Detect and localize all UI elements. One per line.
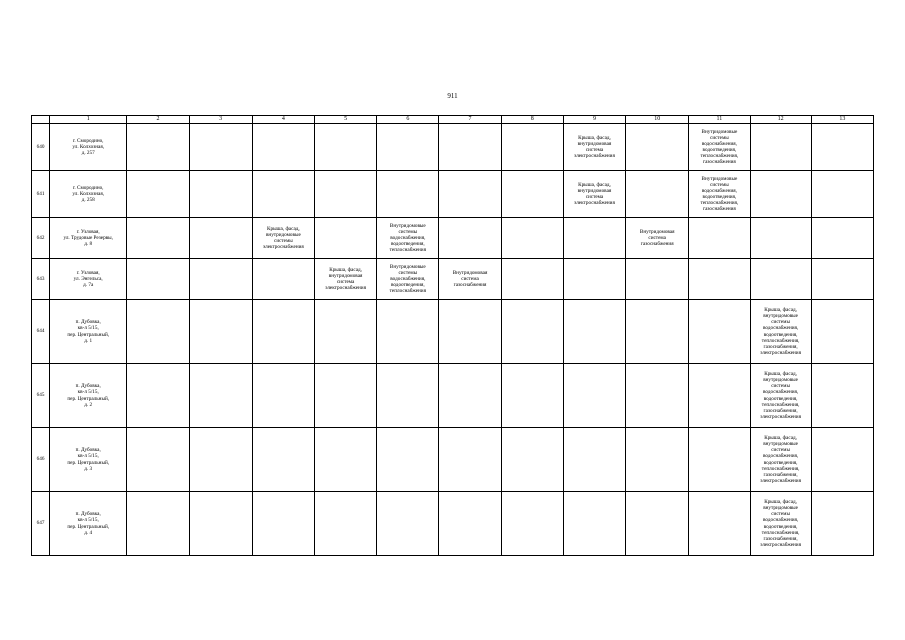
cell-line: теплоснабжения, bbox=[761, 401, 800, 408]
cell-line: д. 2 bbox=[84, 401, 93, 408]
cell-line: кв-л 5/15, bbox=[77, 517, 99, 524]
work-cell-col-7 bbox=[439, 171, 501, 218]
work-cell-col-12 bbox=[750, 300, 811, 364]
cell-line: п. Дубовка, bbox=[75, 383, 101, 390]
cell-line: ул. Трудовые Резервы, bbox=[63, 234, 113, 241]
work-cell-col-11 bbox=[689, 259, 750, 300]
cell-line: система bbox=[585, 194, 604, 200]
work-cell-col-7 bbox=[439, 364, 501, 428]
work-cell-col-8 bbox=[501, 492, 563, 556]
work-cell-col-9 bbox=[563, 259, 625, 300]
table-body bbox=[32, 116, 874, 556]
work-cell-col-4 bbox=[252, 364, 314, 428]
work-cell-col-2 bbox=[127, 171, 189, 218]
work-cell-col-2 bbox=[127, 428, 189, 492]
header-cell: 11 bbox=[689, 116, 750, 124]
cell-line: пер. Центральный, bbox=[67, 523, 110, 530]
header-cell: 3 bbox=[189, 116, 252, 124]
address-cell bbox=[50, 364, 127, 428]
work-cell-col-11 bbox=[689, 171, 750, 218]
row-number: 647 bbox=[32, 492, 50, 556]
cell-line: внутридомовая bbox=[577, 140, 612, 147]
cell-line: теплоснабжения bbox=[389, 288, 426, 295]
cell-line: системы bbox=[771, 383, 790, 390]
work-cell-col-13 bbox=[811, 259, 873, 300]
table-row bbox=[32, 171, 874, 218]
work-cell-col-8 bbox=[501, 364, 563, 428]
table-row bbox=[32, 364, 874, 428]
work-cell-col-3 bbox=[189, 259, 252, 300]
table-row bbox=[32, 300, 874, 364]
cell-line: водоотведения, bbox=[763, 395, 798, 402]
work-cell-col-4 bbox=[252, 124, 314, 171]
work-cell-col-7 bbox=[439, 218, 501, 259]
cell-line: водоотведения, bbox=[702, 147, 737, 153]
header-cell-num bbox=[32, 116, 50, 124]
row-number: 643 bbox=[32, 259, 50, 300]
cell-line: теплоснабжения, bbox=[761, 529, 800, 536]
work-cell-col-13 bbox=[811, 300, 873, 364]
work-cell-col-5 bbox=[314, 259, 376, 300]
work-cell-col-13 bbox=[811, 124, 873, 171]
cell-line: пер. Центральный, bbox=[67, 459, 110, 466]
work-cell-col-2 bbox=[127, 364, 189, 428]
work-cell-col-6 bbox=[377, 171, 439, 218]
address-cell bbox=[50, 171, 127, 218]
cell-line: д. 4 bbox=[84, 529, 93, 536]
cell-line: водоотведения, bbox=[390, 241, 425, 248]
cell-line: электроснабжения bbox=[574, 200, 615, 207]
cell-line: кв-л 5/15, bbox=[77, 389, 99, 396]
work-cell-col-9 bbox=[563, 428, 625, 492]
header-cell: 8 bbox=[501, 116, 563, 124]
cell-line: системы bbox=[771, 447, 790, 454]
cell-line: кв-л 5/15, bbox=[77, 453, 99, 460]
work-cell-col-5 bbox=[314, 428, 376, 492]
work-cell-col-5 bbox=[314, 124, 376, 171]
work-cell-col-10 bbox=[626, 300, 689, 364]
row-number: 645 bbox=[32, 364, 50, 428]
work-cell-col-8 bbox=[501, 259, 563, 300]
work-cell-col-2 bbox=[127, 124, 189, 171]
cell-line: Внутридомовые bbox=[701, 175, 738, 182]
cell-line: газоснабжения bbox=[702, 206, 736, 213]
cell-line: системы bbox=[771, 319, 790, 326]
cell-line: г. Смородино, bbox=[72, 184, 104, 191]
cell-line: водоснабжения, bbox=[390, 275, 426, 282]
cell-line: внутридомовая bbox=[328, 272, 363, 279]
work-cell-col-6 bbox=[377, 428, 439, 492]
work-cell-col-11 bbox=[689, 428, 750, 492]
cell-line: Крыша, фасад, bbox=[329, 266, 362, 273]
cell-line: пер. Центральный, bbox=[67, 395, 110, 402]
cell-line: д. 257 bbox=[81, 150, 95, 157]
cell-line: теплоснабжения, bbox=[761, 465, 800, 472]
work-cell-col-2 bbox=[127, 218, 189, 259]
cell-line: Крыша, фасад, bbox=[764, 435, 797, 442]
cell-line: теплоснабжения, bbox=[761, 337, 800, 344]
work-cell-col-7 bbox=[439, 124, 501, 171]
cell-line: д. 7а bbox=[83, 282, 94, 289]
cell-line: водоотведения, bbox=[763, 331, 798, 338]
header-cell: 10 bbox=[626, 116, 689, 124]
cell-line: внутридомовые bbox=[265, 231, 301, 238]
work-cell-col-6 bbox=[377, 364, 439, 428]
cell-line: водоснабжения, bbox=[701, 187, 737, 194]
header-cell: 7 bbox=[439, 116, 501, 124]
cell-line: электроснабжения bbox=[574, 153, 615, 160]
cell-line: Внутридомовые bbox=[389, 222, 426, 229]
work-cell-col-12 bbox=[750, 364, 811, 428]
work-cell-col-8 bbox=[501, 428, 563, 492]
work-cell-col-9 bbox=[563, 492, 625, 556]
cell-line: водоснабжения, bbox=[390, 234, 426, 241]
cell-line: газоснабжения bbox=[702, 159, 736, 166]
work-cell-col-10 bbox=[626, 218, 689, 259]
work-cell-col-4 bbox=[252, 259, 314, 300]
row-number: 646 bbox=[32, 428, 50, 492]
work-cell-col-7 bbox=[439, 259, 501, 300]
cell-line: внутридомовые bbox=[763, 313, 798, 320]
work-cell-col-7 bbox=[439, 428, 501, 492]
work-cell-col-2 bbox=[127, 300, 189, 364]
cell-line: Крыша, фасад, bbox=[578, 181, 611, 188]
cell-line: системы bbox=[771, 511, 790, 518]
header-cell: 13 bbox=[811, 116, 873, 124]
work-cell-col-11 bbox=[689, 300, 750, 364]
cell-line: газоснабжения bbox=[453, 282, 487, 289]
work-cell-col-5 bbox=[314, 300, 376, 364]
address-cell bbox=[50, 218, 127, 259]
work-cell-col-3 bbox=[189, 364, 252, 428]
cell-line: система bbox=[336, 279, 355, 285]
cell-line: водоснабжения, bbox=[763, 325, 799, 332]
work-cell-col-8 bbox=[501, 300, 563, 364]
cell-line: системы bbox=[398, 228, 418, 235]
work-cell-col-6 bbox=[377, 218, 439, 259]
work-cell-col-3 bbox=[189, 300, 252, 364]
work-cell-col-9 bbox=[563, 124, 625, 171]
cell-line: внутридомовые bbox=[763, 505, 798, 512]
work-cell-col-11 bbox=[689, 218, 750, 259]
work-cell-col-12 bbox=[750, 492, 811, 556]
address-cell bbox=[50, 124, 127, 171]
work-cell-col-7 bbox=[439, 300, 501, 364]
cell-line: водоснабжения, bbox=[763, 517, 799, 524]
cell-line: системы bbox=[710, 181, 729, 188]
cell-line: Крыша, фасад, bbox=[267, 225, 300, 232]
work-cell-col-2 bbox=[127, 492, 189, 556]
work-cell-col-8 bbox=[501, 124, 563, 171]
cell-line: системы bbox=[710, 134, 729, 141]
cell-line: электроснабжения bbox=[760, 349, 801, 356]
work-cell-col-10 bbox=[626, 171, 689, 218]
row-number: 642 bbox=[32, 218, 50, 259]
header-cell: 5 bbox=[314, 116, 376, 124]
work-cell-col-12 bbox=[750, 124, 811, 171]
work-cell-col-11 bbox=[689, 492, 750, 556]
table-row bbox=[32, 124, 874, 171]
address-cell bbox=[50, 492, 127, 556]
cell-line: п. Дубовка, bbox=[75, 447, 101, 454]
work-cell-col-3 bbox=[189, 428, 252, 492]
address-cell bbox=[50, 428, 127, 492]
work-cell-col-5 bbox=[314, 492, 376, 556]
work-cell-col-9 bbox=[563, 171, 625, 218]
work-cell-col-10 bbox=[626, 124, 689, 171]
table-row bbox=[32, 428, 874, 492]
cell-line: водоснабжения, bbox=[763, 453, 799, 460]
cell-line: Внутридомовая bbox=[452, 269, 488, 276]
work-cell-col-8 bbox=[501, 171, 563, 218]
row-number: 641 bbox=[32, 171, 50, 218]
cell-line: внутридомовые bbox=[763, 441, 798, 448]
cell-line: газоснабжения, bbox=[763, 535, 798, 542]
work-cell-col-12 bbox=[750, 428, 811, 492]
cell-line: теплоснабжения, bbox=[700, 200, 739, 207]
header-cell: 2 bbox=[127, 116, 189, 124]
work-cell-col-3 bbox=[189, 171, 252, 218]
cell-line: внутридомовая bbox=[577, 187, 612, 194]
header-cell: 1 bbox=[50, 116, 127, 124]
work-cell-col-7 bbox=[439, 492, 501, 556]
cell-line: ул. Колхозная, bbox=[72, 190, 105, 197]
cell-line: д. 3 bbox=[84, 465, 93, 472]
cell-line: система bbox=[648, 234, 666, 241]
cell-line: теплоснабжения, bbox=[700, 153, 739, 160]
cell-line: ул. Энгельса, bbox=[73, 275, 103, 282]
address-cell bbox=[50, 259, 127, 300]
repair-schedule-table bbox=[31, 115, 874, 556]
work-cell-col-10 bbox=[626, 492, 689, 556]
work-cell-col-9 bbox=[563, 300, 625, 364]
cell-line: ул. Колхозная, bbox=[72, 143, 105, 150]
cell-line: электроснабжения bbox=[262, 244, 304, 251]
page-number: 911 bbox=[447, 92, 458, 100]
work-cell-col-13 bbox=[811, 171, 873, 218]
work-cell-col-11 bbox=[689, 364, 750, 428]
work-cell-col-4 bbox=[252, 171, 314, 218]
work-cell-col-12 bbox=[750, 259, 811, 300]
work-cell-col-13 bbox=[811, 428, 873, 492]
header-row bbox=[32, 116, 874, 124]
header-cell: 6 bbox=[377, 116, 439, 124]
cell-line: водоотведения, bbox=[763, 459, 798, 466]
header-cell: 9 bbox=[563, 116, 625, 124]
cell-line: Крыша, фасад, bbox=[578, 134, 611, 141]
table-row bbox=[32, 259, 874, 300]
cell-line: водоотведения, bbox=[702, 194, 737, 200]
work-cell-col-10 bbox=[626, 364, 689, 428]
cell-line: внутридомовые bbox=[763, 377, 798, 384]
cell-line: кв-л 5/15, bbox=[77, 325, 99, 332]
cell-line: г. Смородино, bbox=[72, 137, 104, 144]
cell-line: г. Узловая, bbox=[76, 269, 100, 276]
cell-line: Крыша, фасад, bbox=[764, 307, 797, 314]
cell-line: системы bbox=[398, 269, 418, 276]
cell-line: водоотведения, bbox=[390, 282, 425, 289]
work-cell-col-6 bbox=[377, 492, 439, 556]
table-row bbox=[32, 218, 874, 259]
cell-line: электроснабжения bbox=[760, 413, 801, 420]
cell-line: электроснабжения bbox=[760, 541, 801, 548]
cell-line: газоснабжения, bbox=[763, 407, 798, 414]
header-cell: 12 bbox=[750, 116, 811, 124]
cell-line: газоснабжения, bbox=[763, 471, 798, 478]
work-cell-col-4 bbox=[252, 492, 314, 556]
cell-line: Внутридомовая bbox=[639, 228, 675, 235]
address-cell bbox=[50, 300, 127, 364]
work-cell-col-4 bbox=[252, 300, 314, 364]
cell-line: газоснабжения bbox=[640, 241, 674, 248]
cell-line: д. 8 bbox=[84, 241, 93, 248]
work-cell-col-11 bbox=[689, 124, 750, 171]
work-cell-col-10 bbox=[626, 428, 689, 492]
work-cell-col-13 bbox=[811, 492, 873, 556]
cell-line: теплоснабжения bbox=[389, 247, 426, 254]
work-cell-col-6 bbox=[377, 300, 439, 364]
work-cell-col-2 bbox=[127, 259, 189, 300]
work-cell-col-5 bbox=[314, 218, 376, 259]
cell-line: пер. Центральный, bbox=[67, 331, 110, 338]
cell-line: Крыша, фасад, bbox=[764, 499, 797, 506]
cell-line: д. 1 bbox=[84, 337, 93, 344]
cell-line: г. Узловая, bbox=[76, 228, 100, 235]
cell-line: Крыша, фасад, bbox=[764, 371, 797, 378]
cell-line: водоотведения, bbox=[763, 523, 798, 530]
cell-line: электроснабжения bbox=[325, 285, 366, 292]
cell-line: Внутридомовые bbox=[701, 128, 738, 135]
cell-line: система bbox=[461, 275, 479, 282]
table-row bbox=[32, 492, 874, 556]
work-cell-col-5 bbox=[314, 171, 376, 218]
work-cell-col-12 bbox=[750, 218, 811, 259]
work-cell-col-12 bbox=[750, 171, 811, 218]
work-cell-col-9 bbox=[563, 218, 625, 259]
work-cell-col-13 bbox=[811, 218, 873, 259]
cell-line: п. Дубовка, bbox=[75, 319, 101, 326]
work-cell-col-10 bbox=[626, 259, 689, 300]
row-number: 640 bbox=[32, 124, 50, 171]
cell-line: п. Дубовка, bbox=[75, 511, 101, 518]
cell-line: система bbox=[585, 147, 604, 153]
work-cell-col-5 bbox=[314, 364, 376, 428]
work-cell-col-4 bbox=[252, 218, 314, 259]
work-cell-col-9 bbox=[563, 364, 625, 428]
cell-line: водоснабжения, bbox=[763, 389, 799, 396]
work-cell-col-4 bbox=[252, 428, 314, 492]
work-cell-col-13 bbox=[811, 364, 873, 428]
work-cell-col-8 bbox=[501, 218, 563, 259]
work-cell-col-3 bbox=[189, 124, 252, 171]
work-cell-col-3 bbox=[189, 492, 252, 556]
work-cell-col-6 bbox=[377, 259, 439, 300]
row-number: 644 bbox=[32, 300, 50, 364]
cell-line: газоснабжения, bbox=[763, 343, 798, 350]
cell-line: водоснабжения, bbox=[701, 140, 737, 147]
cell-line: Внутридомовые bbox=[389, 263, 426, 270]
cell-line: электроснабжения bbox=[760, 477, 801, 484]
cell-line: системы bbox=[274, 238, 293, 244]
cell-line: д. 258 bbox=[81, 197, 95, 204]
work-cell-col-6 bbox=[377, 124, 439, 171]
header-cell: 4 bbox=[252, 116, 314, 124]
work-cell-col-3 bbox=[189, 218, 252, 259]
